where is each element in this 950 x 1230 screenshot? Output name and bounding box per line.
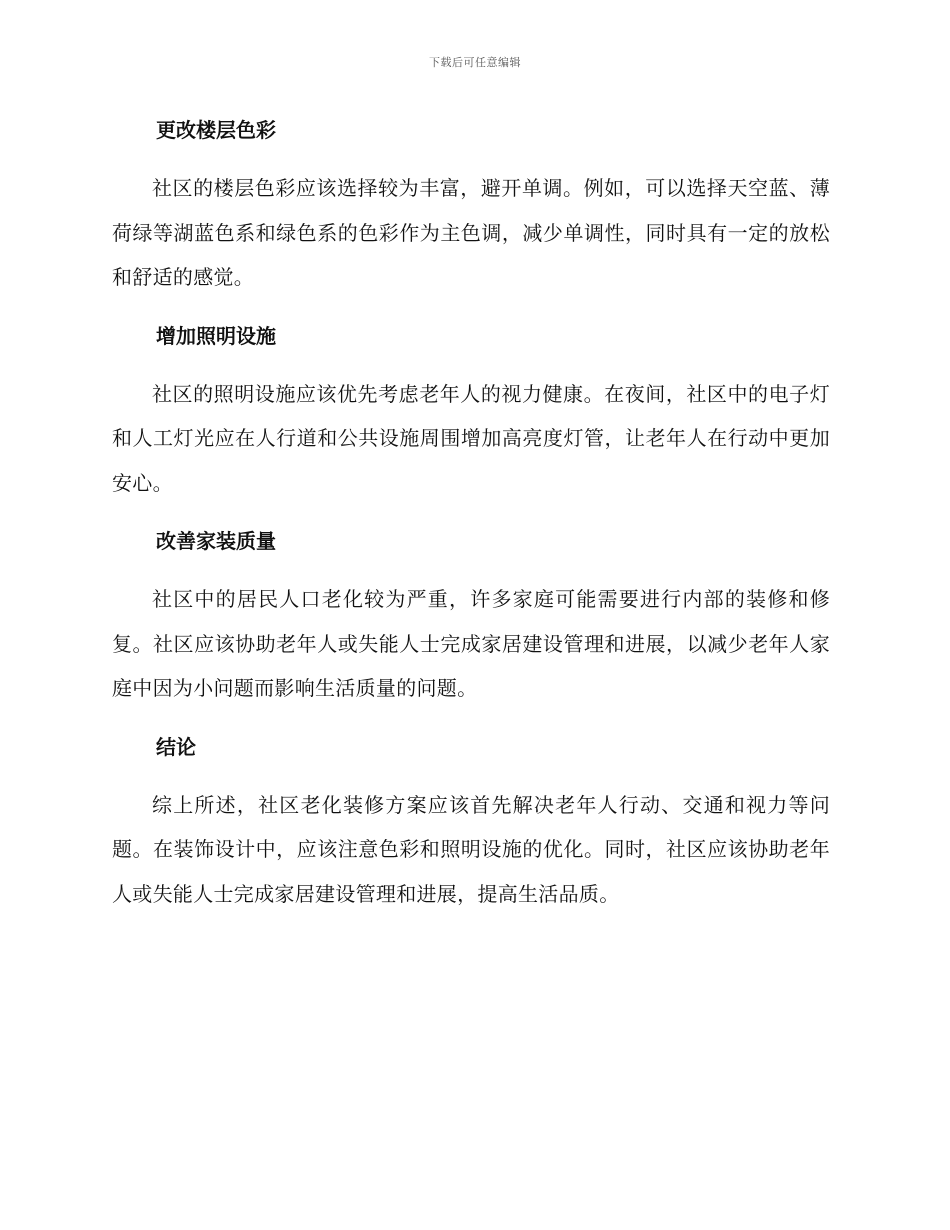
section-home-quality [112, 519, 830, 711]
section-body: 社区中的居民人口老化较为严重，许多家庭可能需要进行内部的装修和修复。社区应该协助老年人或失能人士完成家居建设管理和进展，以减少老年人家庭中因为小问题而影响生活质量的问题。 [112, 587, 830, 700]
section-title: 增加照明设施 [156, 323, 276, 348]
section-lighting [112, 314, 830, 506]
section-body: 社区的楼层色彩应该选择较为丰富，避开单调。例如，可以选择天空蓝、薄荷绿等湖蓝色系和绿色系的色彩作为主色调，减少单调性，同时具有一定的放松和舒适的感觉。 [112, 176, 830, 289]
section-title: 结论 [156, 734, 196, 759]
section-conclusion [112, 725, 830, 917]
section-body: 综上所述，社区老化装修方案应该首先解决老年人行动、交通和视力等问题。在装饰设计中，应该注意色彩和照明设施的优化。同时，社区应该协助老年人或失能人士完成家居建设管理和进展，提高生活品质。 [112, 792, 830, 906]
document-content [112, 108, 830, 930]
section-body: 社区的照明设施应该优先考虑老年人的视力健康。在夜间，社区中的电子灯和人工灯光应在人行道和公共设施周围增加高亮度灯管，让老年人在行动中更加安心。 [112, 381, 830, 495]
header-note: 下载后可任意编辑 [429, 56, 521, 69]
section-title: 改善家装质量 [156, 529, 276, 553]
section-title: 更改楼层色彩 [156, 118, 276, 142]
section-floor-colors [112, 108, 830, 300]
